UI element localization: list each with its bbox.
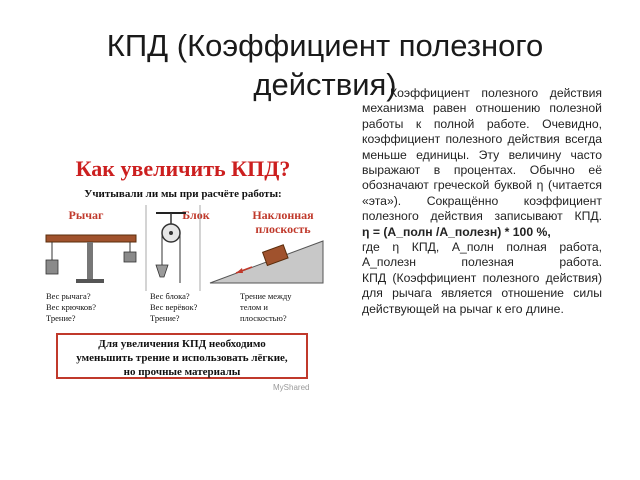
incline-illustration — [210, 241, 323, 283]
watermark-text: MyShared — [273, 383, 310, 392]
pulley-question-3: Трение? — [150, 313, 180, 323]
incline-question-1: Трение между — [240, 291, 292, 301]
pulley-label: Блок — [182, 208, 210, 222]
lever-label: Рычаг — [68, 208, 104, 222]
figure-conclusion-box — [56, 333, 308, 379]
mechanisms-illustration — [38, 205, 328, 291]
lever-question-2: Вес крючков? — [46, 302, 96, 312]
figure-subheading: Учитывали ли мы при расчёте работы: — [84, 188, 282, 200]
lever-question-3: Трение? — [46, 313, 76, 323]
slide-title: КПД (Коэффициент полезного действия) — [106, 28, 544, 102]
pulley-question-2: Вес верёвок? — [150, 302, 198, 312]
pulley-question-1: Вес блока? — [150, 291, 190, 301]
lever-question-1: Вес рычага? — [46, 291, 91, 301]
conclusion-line-1: Для увеличения КПД необходимо — [98, 338, 266, 350]
incline-label-line1: Наклонная — [252, 208, 314, 222]
pulley-illustration — [156, 213, 186, 283]
figure-heading: Как увеличить КПД? — [75, 156, 291, 181]
conclusion-line-2: уменьшить трение и использовать лёгкие, — [76, 352, 288, 364]
lever-efficiency-paragraph: КПД (Коэффициент полезного действия) для рычага является отношение силы действующей на рычаг к его длине. — [362, 270, 602, 316]
conclusion-line-3: но прочные материалы — [123, 366, 241, 378]
efficiency-formula: η = (А_полн /А_полезн) * 100 %, — [362, 224, 551, 239]
efficiency-figure — [38, 150, 328, 395]
incline-question-2: телом и — [240, 302, 268, 312]
formula-legend: где η КПД, А_полн полная работа, А_полезн полезная работа. — [362, 240, 602, 270]
incline-label-line2: плоскость — [255, 222, 311, 236]
definition-paragraph: Коэффициент полезного действия механизма равен отношению полезной работы к полной работе. Очевидно, коэффициент полезного действия всегда меньше единицы. Эту величину часто выражают в процентах. Обычно её обозначают греческой буквой η (читается «эта»). Сокращённо коэффициент полезного действия записывают КПД. — [362, 86, 602, 224]
definition-text — [362, 86, 602, 317]
incline-question-3: плоскостью? — [240, 313, 287, 323]
lever-illustration — [46, 235, 136, 283]
